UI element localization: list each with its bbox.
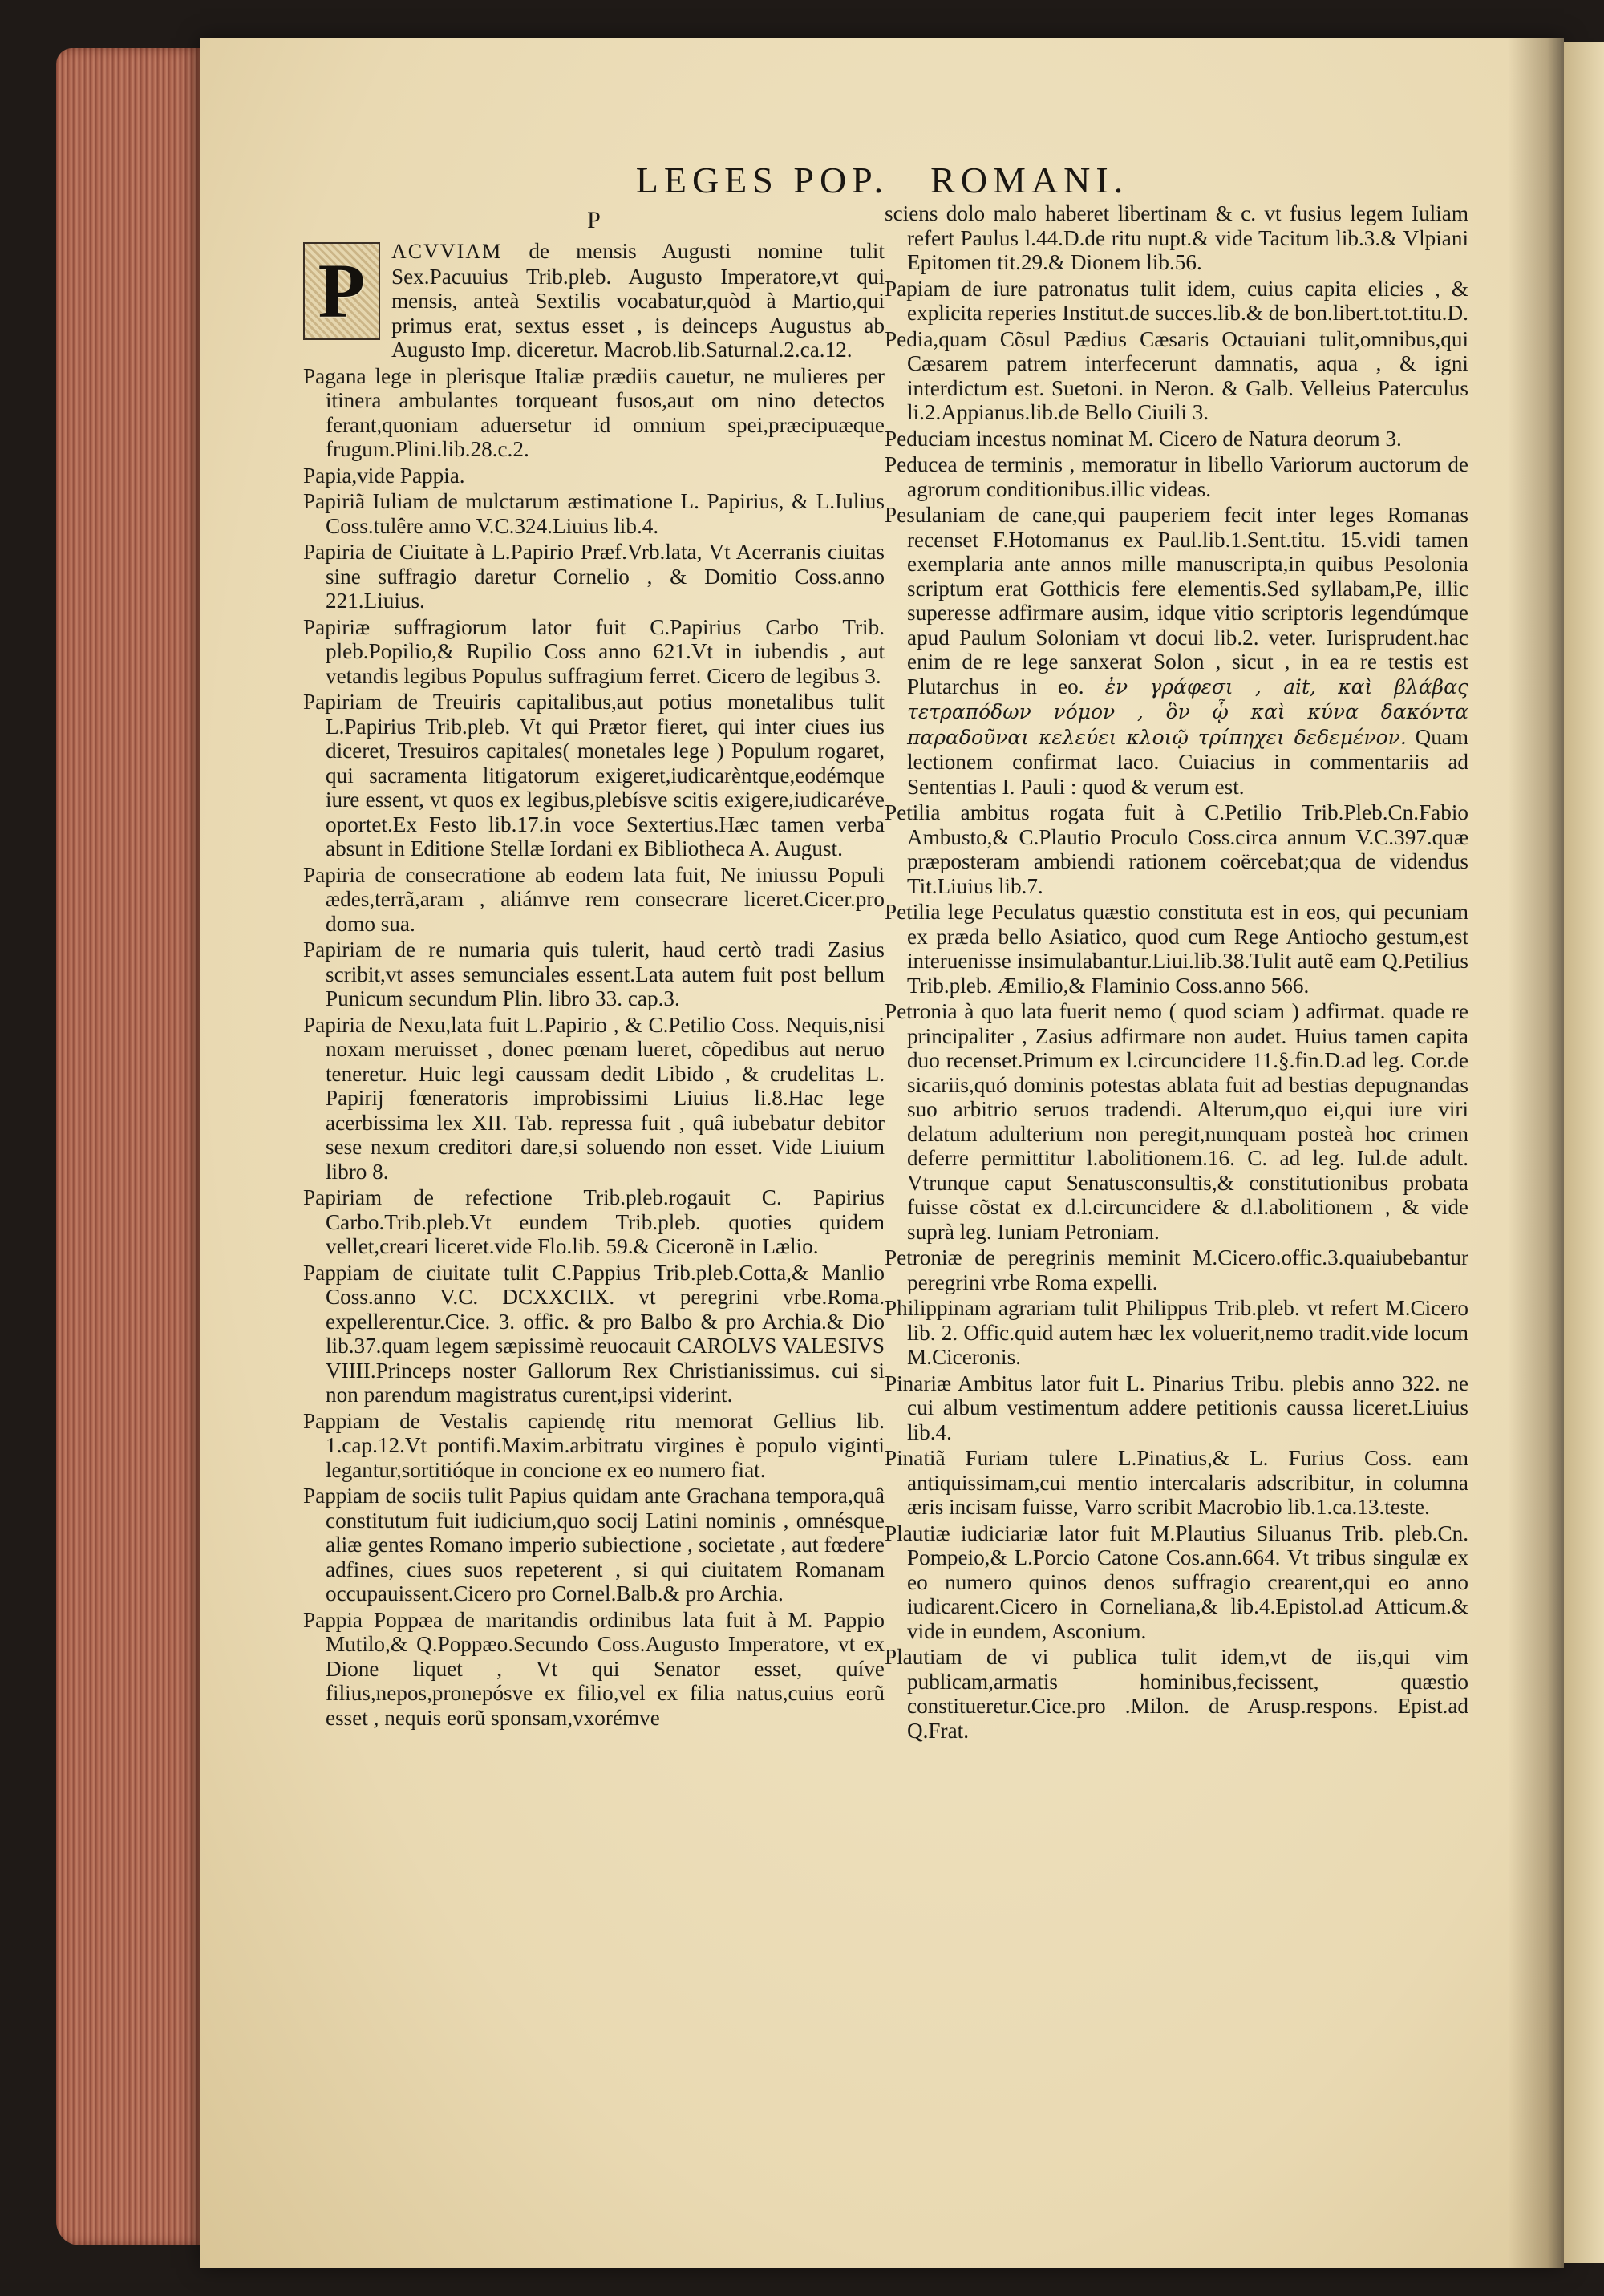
entry: [303, 863, 885, 937]
first-entry-lead: ACVVIAM: [391, 240, 503, 263]
page-edge-stack: [56, 48, 205, 2245]
dropcap-letter: P: [318, 248, 366, 334]
entry-text: Philippinam agrariam tulit Philippus Trib.pleb. vt refert M.Cicero lib. 2. Offic.quid autem hæc lex voluerit,nemo tradit.vide locum M.Ciceronis.: [885, 1296, 1468, 1369]
entry-text: Petronia à quo lata fuerit nemo ( quod sciam ) adfirmat. quade re principaliter , Zasius adfirmare non audet. Huius tamen capita duo recenset.Primum ex l.circuncidere 11.§.fin.D.ad leg. Cor.de sicariis,quó dominis potestas ablata fuit ad bestias depugnandas suo arbitrio seruos tradendi. Alterum,quo ei,qui iure viri delatum adulterium non peregit,nunquam posteà hoc crimen deferre permittitur l.abolitionem.16. C. ad leg. Iul.de adult. Vtrunque caput Senatusconsultis,& constitutionibus probata fuisse cõstat ex d.l.circuncidere & d.l.abolitionem , & vide suprà leg. Iuniam Petroniam.: [885, 999, 1468, 1244]
entry: [303, 690, 885, 861]
entry: [885, 900, 1468, 998]
entry: [885, 277, 1468, 326]
facing-page-edge: [1564, 42, 1604, 2263]
entry-text: Pinariæ Ambitus lator fuit L. Pinarius Tribu. plebis anno 322. ne cui album vestimentum addere petitionis caussa liceret.Liuius lib.4.: [885, 1371, 1468, 1444]
entry: [885, 452, 1468, 501]
section-letter: P: [587, 207, 601, 233]
entry: [303, 540, 885, 613]
running-head-right: ROMANI.: [930, 160, 1129, 200]
entry: [885, 800, 1468, 898]
entry: [303, 1185, 885, 1259]
entry-text: Petilia lege Peculatus quæstio constituta est in eos, qui pecuniam ex præda bello Asiatico, quod cum Rege Antiocho gestum,est interuenisse insimulabantur.Liui.lib.38.Tulit autẽ eam Q.Petilius Trib.pleb. Æmilio,& Flaminio Coss.anno 566.: [885, 900, 1468, 998]
first-entry-text: de mensis Augusti nomine tulit Sex.Pacuuius Trib.pleb. Augusto Imperatore,vt qui mensis, anteà Sextilis vocabatur,quòd à Martio,qui primus erat, sextus esset , is deinceps Augustus ab Augusto Imp. diceretur. Macrob.lib.Saturnal.2.ca.12.: [391, 239, 885, 362]
entry-text: Petroniæ de peregrinis meminit M.Cicero.offic.3.quaiubebantur peregrini vrbe Roma expelli.: [885, 1245, 1468, 1294]
entry-text: Papiriã Iuliam de mulctarum æstimatione L. Papirius, & L.Iulius Coss.tulêre anno V.C.324.Liuius lib.4.: [303, 489, 885, 538]
entry: [303, 615, 885, 689]
running-head: [200, 159, 1564, 201]
entry: [303, 1261, 885, 1407]
entry: [885, 327, 1468, 425]
greek-quotation-tail: Quam lectionem confirmat Iaco. Cuiacius in commentariis ad Sententias I. Pauli : quod & verum est.: [907, 724, 1468, 799]
entry: [885, 1296, 1468, 1370]
right-entry-list: [885, 201, 1468, 1743]
entry: [303, 1484, 885, 1606]
left-column: [303, 207, 885, 2164]
entry: [885, 201, 1468, 275]
entry-text: Papiria de Ciuitate à L.Papirio Præf.Vrb.lata, Vt Acerranis ciuitas sine suffragio daretur Cornelio , & Domitio Coss.anno 221.Liuius.: [303, 540, 885, 613]
entry: [303, 1013, 885, 1184]
right-column: [885, 201, 1468, 2158]
ornamental-initial-icon: [303, 242, 380, 340]
entry-text: Pappiam de sociis tulit Papius quidam ante Grachana tempora,quâ constitutum fuit iudicium,quo socij Latini nominis , omnésque aliæ gentes Romano imperio subiectione , societate , aut fœdere adfines, ciues suos repeterent , si qui ciuitatem Romanam occupauissent.Cicero pro Cornel.Balb.& pro Archia.: [303, 1484, 885, 1606]
first-entry: [303, 239, 885, 362]
entry-text: Pedia,quam Cõsul Pædius Cæsaris Octauiani tulit,omnibus,qui Cæsarem patrem interfecerunt damnatis, aqua , & igni interdictum est. Suetoni. in Neron. & Galb. Velleius Paterculus li.2.Appianus.lib.de Bello Ciuili 3.: [885, 326, 1468, 424]
entry-text: Pappia Poppæa de maritandis ordinibus lata fuit à M. Pappio Mutilo,& Q.Poppæo.Secundo Coss.Augusto Imperatore, vt ex Dione liquet , Vt qui Senator esset, quíve filius,nepos,pronepósve ex filio,vel ex filia natus,cuius eorũ esset , nequis eorũ sponsam,vxorémve: [303, 1607, 885, 1730]
entry: [885, 1245, 1468, 1294]
entry: [885, 1446, 1468, 1520]
entry-text: Papiriæ suffragiorum lator fuit C.Papirius Carbo Trib. pleb.Popilio,& Rupilio Coss anno 621.Vt in iubendis , aut vetandis legibus Populus suffragium ferret. Cicero de legibus 3.: [303, 614, 885, 688]
entry: [303, 1608, 885, 1731]
entry-text: Papia,vide Pappia.: [303, 463, 465, 488]
entry-text: Pappiam de ciuitate tulit C.Pappius Trib.pleb.Cotta,& Manlio Coss.anno V.C. DCXXCIIX. vt peregrini vrbe.Roma. expellerentur.Cice. 3. offic. & pro Balbo & pro Archia.& Dio lib.37.quam legem sæpissimè reuocauit CAROLVS VALESIVS VIIII.Princeps noster Gallorum Rex Christianissimus. cui si non parendum magistratus curent,ipsi viderint.: [303, 1260, 885, 1407]
page-gutter: [1508, 38, 1564, 2268]
entry-text: Papiriam de Treuiris capitalibus,aut potius monetalibus tulit L.Papirius Trib.pleb. Vt qui Prætor fieret, qui inter ciues ius diceret, Tresuiros capitales( monetales lege ) Populum rogaret, qui sacramenta litigatorum exigeret,iudicarèntque,eodémque iure essent, vt quos ex legibus,plebísve scitis exigere,iudicaréve oportet.Ex Festo lib.17.in voce Sextertius.Hæc tamen verba absunt in Editione Stellæ Iordani ex Bibliotheca A. August.: [303, 690, 885, 860]
entry-text: Papiria de consecratione ab eodem lata fuit, Ne iniussu Populi ædes,terrã,aram , aliámve rem consecrare liceret.Cicer.pro domo sua.: [303, 862, 885, 936]
entry-text: Peduciam incestus nominat M. Cicero de Natura deorum 3.: [885, 426, 1402, 451]
running-head-left: LEGES POP.: [635, 160, 889, 200]
entry-text: Papiriam de re numaria quis tulerit, haud certò tradi Zasius scribit,vt asses semunciales essent.Lata autem fuit post bellum Punicum secundum Plin. libro 33. cap.3.: [303, 937, 885, 1010]
entry-text: Pagana lege in plerisque Italiæ prædiis cauetur, ne mulieres per itinera ambulantes torqueant fusos,aut om nino detectos ferant,quoniam aduersetur id omnium spei,præcipuæque frugum.Plini.lib.28.c.2.: [303, 363, 885, 461]
greek-quotation: ἐν γράφεσι , ait, καὶ βλάβας τετραπόδων νόμον , ὃν ᾧ καὶ κύνα δακόντα παραδοῦναι κελεύει κλοιῷ τρίπηχει δεδεμένον.: [907, 674, 1468, 749]
entry-text: Papiam de iure patronatus tulit idem, cuius capita elicies , & explicita reperies Institut.de succes.lib.& de bon.libert.tot.titu.D.: [885, 276, 1468, 325]
entry: [885, 1645, 1468, 1743]
entry-text: Plautiam de vi publica tulit idem,vt de iis,qui vim publicam,armatis hominibus,fecissent, quæstio constitueretur.Cice.pro .Milon. de Arusp.respons. Epist.ad Q.Frat.: [885, 1645, 1468, 1743]
entry: [303, 464, 885, 488]
left-entry-list: [303, 364, 885, 1731]
entry-text: Papiriam de refectione Trib.pleb.rogauit C. Papirius Carbo.Trib.pleb.Vt eundem Trib.pleb. quoties quidem vellet,creari liceret.vide Flo.lib. 59.& Ciceronẽ in Lælio.: [303, 1185, 885, 1258]
entry: [885, 1371, 1468, 1445]
entry: [885, 503, 1468, 799]
entry-text: Pinatiã Furiam tulere L.Pinatius,& L. Furius Coss. eam antiquissimam,cui mentio intercalaris adscribitur, in columna æris incisam fuisse, Varro scribit Macrobio lib.1.ca.13.teste.: [885, 1446, 1468, 1519]
book-page: [200, 38, 1564, 2268]
entry-text: Petilia ambitus rogata fuit à C.Petilio Trib.Pleb.Cn.Fabio Ambusto,& C.Plautio Proculo Coss.circa annum V.C.397.quæ præposteram ambiendi rationem coërcebat;qua de videndus Tit.Liuius lib.7.: [885, 800, 1468, 898]
entry-text: Pappiam de Vestalis capiendę ritu memorat Gellius lib. 1.cap.12.Vt pontifi.Maxim.arbitratu virgines è populo viginti legantur,sortitióque in concione ex eo numero fiat.: [303, 1408, 885, 1482]
entry: [303, 1409, 885, 1483]
entry-text: Peducea de terminis , memoratur in libello Variorum auctorum de agrorum conditionibus.illic videas.: [885, 452, 1468, 501]
entry-text: Plautiæ iudiciariæ lator fuit M.Plautius Siluanus Trib. pleb.Cn. Pompeio,& L.Porcio Catone Cos.ann.664. Vt tribus singulæ ex eo numero quinos denos suffragio crearent,qui eo anno iudicarent.Cicero in Corneliana,& lib.4.Epistol.ad Atticum.& vide in eundem, Asconium.: [885, 1521, 1468, 1643]
entry-text: Pesulaniam de cane,qui pauperiem fecit inter leges Romanas recenset F.Hotomanus ex Paul.lib.1.Sent.titu. 15.vidi tamen exemplaria ante annos mille manuscripta,in quibus Pesolonia scriptum erat Gotthicis fere elementis.Sed syllabam,Pe, illic superesse adfirmare ausim, idque vitio scriptoris legendúmque apud Paulum Soloniam vt docui lib.2. veter. Iurisprudent.hac enim de re lege sanxerat Solon , sicut , in ea re testis est Plutarchus in eo.: [885, 503, 1468, 699]
entry-text: Papiria de Nexu,lata fuit L.Papirio , & C.Petilio Coss. Nequis,nisi noxam meruisset , donec pœnam lueret, cõpedibus aut neruo teneretur. Huic legi caussam dedit Libido , & crudelitas L. Papirij fœneratoris improbissimi Liuius li.8.Hac lege acerbissima lex XII. Tab. repressa fuit , quâ iubebatur debitor sese nexum creditori dare,si soluendo non esset. Vide Liuium libro 8.: [303, 1012, 885, 1184]
entry: [885, 999, 1468, 1244]
entry: [303, 489, 885, 538]
entry: [303, 364, 885, 462]
entry: [303, 937, 885, 1011]
entry-text: sciens dolo malo haberet libertinam & c. vt fusius legem Iuliam refert Paulus l.44.D.de ritu nupt.& vide Tacitum lib.3.& Vlpiani Epitomen tit.29.& Dionem lib.56.: [885, 201, 1468, 274]
entry: [885, 427, 1468, 452]
entry: [885, 1521, 1468, 1644]
